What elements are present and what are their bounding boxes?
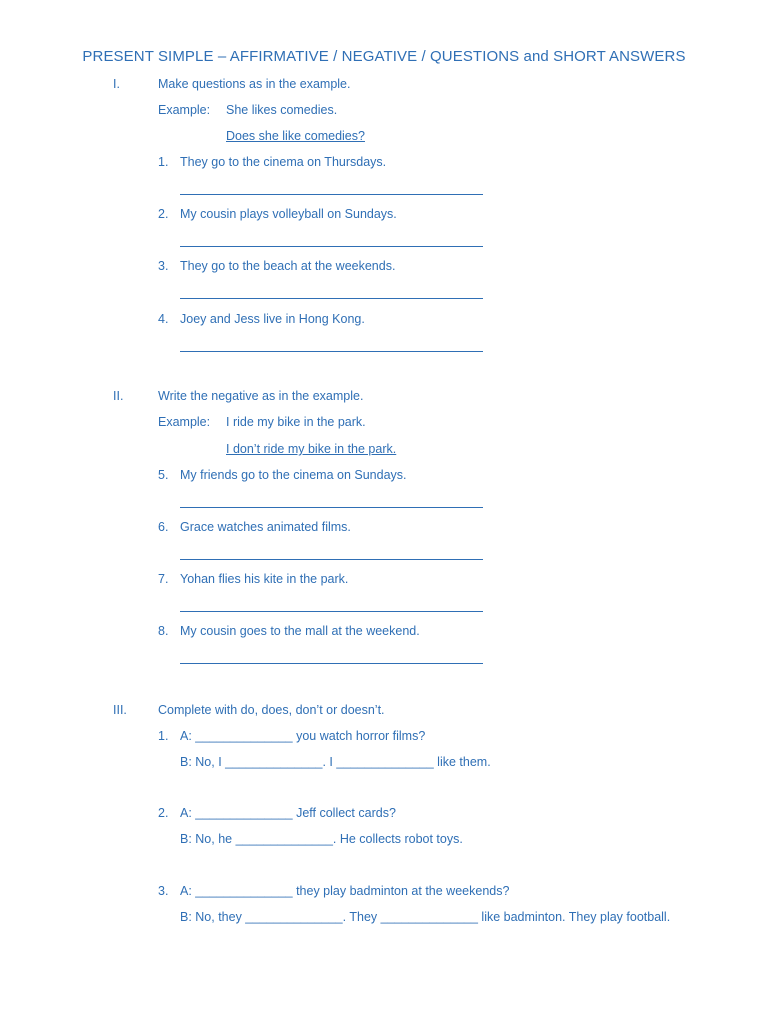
section-1-numeral: I. [113,77,120,91]
answer-line[interactable] [180,298,483,299]
item-text: My friends go to the cinema on Sundays. [180,468,407,482]
section-2-example-answer: I don’t ride my bike in the park. [226,442,397,456]
section-1-example-label: Example: [158,103,211,117]
section-1-example-answer: Does she like comedies? [226,129,365,143]
dialogue-line-b: B: No, they ______________. They ______________ like badminton. They play football. [180,910,671,924]
answer-line[interactable] [180,507,483,508]
item-number: 3. [158,259,169,273]
section-2-example-label: Example: [158,415,211,429]
item-text: They go to the beach at the weekends. [180,259,396,273]
item-text: They go to the cinema on Thursdays. [180,155,387,169]
section-1-instruction: Make questions as in the example. [158,77,351,91]
answer-line[interactable] [180,351,483,352]
answer-line[interactable] [180,559,483,560]
item-number: 8. [158,624,169,638]
item-text: Joey and Jess live in Hong Kong. [180,312,365,326]
section-2-numeral: II. [113,389,124,403]
item-number: 2. [158,806,169,820]
answer-line[interactable] [180,611,483,612]
dialogue-line-a: A: ______________ they play badminton at the weekends? [180,884,510,898]
section-3-numeral: III. [113,703,127,717]
dialogue-line-a: A: ______________ you watch horror films? [180,729,426,743]
dialogue-line-b: B: No, I ______________. I ______________ like them. [180,755,491,769]
item-text: Grace watches animated films. [180,520,351,534]
dialogue-line-b: B: No, he ______________. He collects robot toys. [180,832,463,846]
item-number: 1. [158,155,169,169]
answer-line[interactable] [180,663,483,664]
item-number: 7. [158,572,169,586]
answer-line[interactable] [180,194,483,195]
section-2-instruction: Write the negative as in the example. [158,389,364,403]
item-number: 6. [158,520,169,534]
item-number: 5. [158,468,169,482]
item-number: 1. [158,729,169,743]
answer-line[interactable] [180,246,483,247]
worksheet-title: PRESENT SIMPLE – AFFIRMATIVE / NEGATIVE / QUESTIONS and SHORT ANSWERS [82,48,686,65]
section-2-example-sentence: I ride my bike in the park. [226,415,366,429]
item-number: 4. [158,312,169,326]
section-3-instruction: Complete with do, does, don’t or doesn’t. [158,703,385,717]
item-text: My cousin goes to the mall at the weekend. [180,624,420,638]
item-text: Yohan flies his kite in the park. [180,572,349,586]
section-1-example-sentence: She likes comedies. [226,103,338,117]
item-text: My cousin plays volleyball on Sundays. [180,207,397,221]
item-number: 2. [158,207,169,221]
item-number: 3. [158,884,169,898]
dialogue-line-a: A: ______________ Jeff collect cards? [180,806,396,820]
